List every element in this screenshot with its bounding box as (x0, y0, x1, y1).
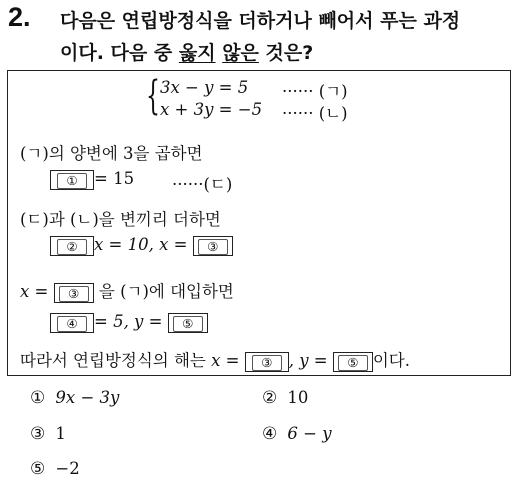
step-5-end: 이다. (372, 351, 410, 370)
blank-5-box (168, 313, 208, 333)
option-1[interactable] (30, 388, 119, 408)
blank-label: ③ (59, 286, 89, 302)
equation-1-tag: ······ (ㄱ) (282, 82, 348, 101)
step-4-eq (50, 312, 208, 333)
equation-1: 3x − y = 5 (160, 78, 249, 97)
step-5-x: x = (211, 351, 240, 370)
blank-2-box (50, 236, 94, 256)
option-value: 9x − 3y (55, 388, 120, 407)
option-value: 1 (55, 424, 66, 443)
option-number: ② (262, 388, 278, 408)
emphasis-not: 옳지 (178, 42, 216, 64)
blank-label: ⑤ (338, 355, 368, 371)
option-value: −2 (55, 459, 80, 478)
blank-label: ③ (252, 355, 282, 371)
step-1-rest: = 15 (94, 169, 135, 188)
step-5-y: , y = (288, 351, 328, 370)
question-number: 2. (8, 2, 31, 32)
option-4[interactable] (262, 424, 332, 444)
step-5-line (20, 347, 410, 372)
step-2-eq (50, 235, 233, 256)
step-3-line (20, 278, 234, 303)
step-2-mid: x = 10, x = (94, 235, 188, 254)
step-1-text: (ㄱ)의 양변에 3을 곱하면 (20, 144, 203, 163)
equation-2: x + 3y = −5 (160, 100, 263, 119)
step-2-text: (ㄷ)과 (ㄴ)을 변끼리 더하면 (20, 210, 221, 229)
question-line-1: 다음은 연립방정식을 더하거나 빼어서 푸는 과정 (60, 10, 461, 32)
system-brace: { (146, 73, 160, 119)
blank-3-box (193, 236, 233, 256)
option-number: ① (30, 388, 46, 408)
blank-label: ② (57, 239, 87, 255)
blank-label: ④ (57, 316, 87, 332)
emphasis-wrong: 않은 (222, 42, 259, 64)
blank-1-box (50, 170, 94, 190)
step-3-pre: x = (20, 282, 49, 301)
option-value: 6 − y (287, 424, 332, 443)
blank-5-box (333, 352, 373, 372)
option-number: ⑤ (30, 459, 46, 479)
question-text-a: 이다. 다음 중 (60, 42, 179, 64)
blank-3-box (245, 352, 289, 372)
option-5[interactable] (30, 459, 80, 479)
option-3[interactable] (30, 424, 66, 444)
question-line-2 (60, 38, 313, 65)
step-1-eq (50, 169, 134, 190)
step-5-text: 따라서 연립방정식의 해는 (20, 351, 206, 370)
step-1-tag: ······(ㄷ) (172, 175, 233, 194)
option-value: 10 (287, 388, 309, 407)
option-number: ③ (30, 424, 46, 444)
option-2[interactable] (262, 388, 308, 408)
blank-4-box (50, 313, 94, 333)
step-4-mid: = 5, y = (94, 312, 163, 331)
blank-label: ⑤ (173, 316, 203, 332)
blank-3-box (54, 283, 94, 303)
blank-label: ③ (198, 239, 228, 255)
question-text-c: 것은? (258, 42, 314, 64)
blank-label: ① (57, 173, 87, 189)
option-number: ④ (262, 424, 278, 444)
step-3-text: 을 (ㄱ)에 대입하면 (98, 282, 234, 301)
equation-2-tag: ······ (ㄴ) (282, 104, 348, 123)
